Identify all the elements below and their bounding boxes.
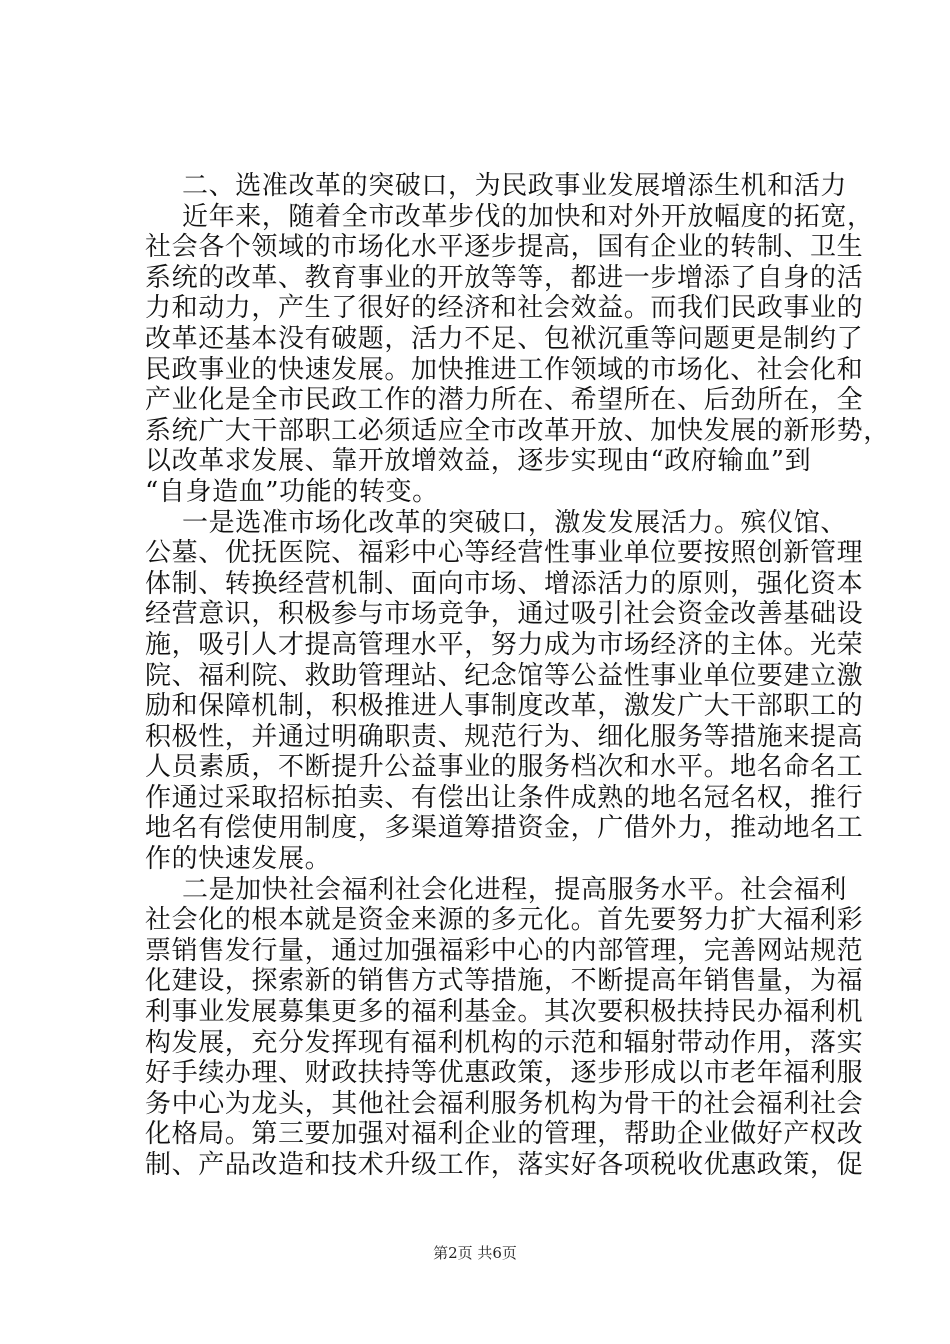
text-line: 务中心为龙头，其他社会福利服务机构为骨干的社会福利社会 (145, 1088, 864, 1119)
text-line: 经营意识，积极参与市场竞争，通过吸引社会资金改善基础设 (145, 599, 864, 630)
text-line: 公墓、优抚医院、福彩中心等经营性事业单位要按照创新管理 (145, 538, 864, 569)
text-line: 票销售发行量，通过加强福彩中心的内部管理，完善网站规范 (145, 935, 864, 966)
text-line: 化格局。第三要加强对福利企业的管理，帮助企业做好产权改 (145, 1119, 864, 1150)
section-heading: 二、选准改革的突破口，为民政事业发展增添生机和活力 (182, 171, 848, 201)
text-line: 院、福利院、救助管理站、纪念馆等公益性事业单位要建立激 (145, 660, 864, 691)
text-line: 作的快速发展。 (145, 844, 332, 875)
text-line: 社会各个领域的市场化水平逐步提高，国有企业的转制、卫生 (145, 232, 864, 263)
text-line: 系统的改革、教育事业的开放等等，都进一步增添了自身的活 (145, 262, 864, 293)
page-number-footer: 第2页 共6页 (433, 1244, 517, 1262)
text-line: 化建设，探索新的销售方式等措施，不断提高年销售量，为福 (145, 966, 864, 997)
text-line: 好手续办理、财政扶持等优惠政策，逐步形成以市老年福利服 (145, 1058, 864, 1089)
text-line: 民政事业的快速发展。加快推进工作领域的市场化、社会化和 (145, 354, 864, 385)
text-line: “自身造血”功能的转变。 (145, 476, 439, 507)
text-line: 二是加快社会福利社会化进程，提高服务水平。社会福利 (182, 874, 848, 905)
text-line: 体制、转换经营机制、面向市场、增添活力的原则，强化资本 (145, 568, 864, 599)
text-line: 励和保障机制，积极推进人事制度改革，激发广大干部职工的 (145, 691, 864, 722)
text-line: 构发展，充分发挥现有福利机构的示范和辐射带动作用，落实 (145, 1027, 864, 1058)
text-line: 社会化的根本就是资金来源的多元化。首先要努力扩大福利彩 (145, 905, 864, 936)
text-line: 力和动力，产生了很好的经济和社会效益。而我们民政事业的 (145, 293, 864, 324)
text-line: 积极性，并通过明确职责、规范行为、细化服务等措施来提高 (145, 721, 864, 752)
text-line: 产业化是全市民政工作的潜力所在、希望所在、后劲所在，全 (145, 385, 864, 416)
text-line: 作通过采取招标拍卖、有偿出让条件成熟的地名冠名权，推行 (145, 782, 864, 813)
text-line: 人员素质，不断提升公益事业的服务档次和水平。地名命名工 (145, 752, 864, 783)
text-line: 制、产品改造和技术升级工作，落实好各项税收优惠政策，促 (145, 1150, 864, 1180)
text-line: 以改革求发展、靠开放增效益，逐步实现由“政府输血”到 (145, 446, 812, 477)
text-line: 改革还基本没有破题，活力不足、包袱沉重等问题更是制约了 (145, 323, 864, 354)
text-line: 系统广大干部职工必须适应全市改革开放、加快发展的新形势， (145, 415, 890, 446)
text-line: 近年来，随着全市改革步伐的加快和对外开放幅度的拓宽， (182, 201, 874, 232)
text-line: 利事业发展募集更多的福利基金。其次要积极扶持民办福利机 (145, 997, 864, 1028)
text-line: 施，吸引人才提高管理水平，努力成为市场经济的主体。光荣 (145, 629, 864, 660)
text-line: 地名有偿使用制度，多渠道筹措资金，广借外力，推动地名工 (145, 813, 864, 844)
body-text (145, 171, 890, 1181)
text-line: 一是选准市场化改革的突破口，激发发展活力。殡仪馆、 (182, 507, 848, 538)
